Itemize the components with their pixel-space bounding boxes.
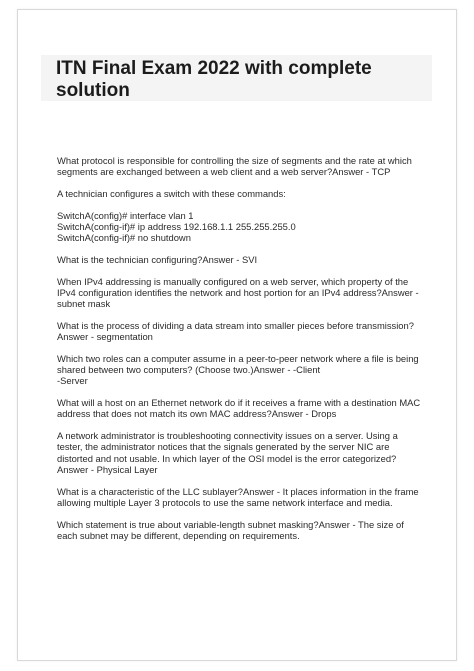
paragraph-line: subnet mask [57, 298, 111, 310]
paragraph-line: What protocol is responsible for controlling the size of segments and the rate at which [57, 155, 412, 166]
qa-paragraph [57, 320, 432, 342]
document-title-line-1: ITN Final Exam 2022 with complete [56, 58, 372, 79]
paragraph-line: When IPv4 addressing is manually configured on a web server, which property of the [57, 275, 409, 287]
paragraph-line: A network administrator is troubleshooting connectivity issues on a server. Using a [57, 430, 398, 442]
paragraph-line: Which statement is true about variable-length subnet masking?Answer - The size of [57, 518, 404, 530]
paragraph-line: tester, the administrator notices that the signals generated by the server NIC are [57, 441, 390, 453]
qa-paragraph [57, 210, 432, 244]
paragraph-line: SwitchA(config-if)# ip address 192.168.1.1 255.255.255.0 [57, 221, 296, 232]
qa-paragraph [57, 486, 432, 508]
paragraph-line: IPv4 configuration identifies the network and host portion for an IPv4 address?Answer - [57, 287, 419, 298]
paragraph-line: segments are exchanged between a web client and a web server?Answer - TCP [57, 166, 391, 178]
paragraph-line: Answer - Physical Layer [57, 463, 158, 475]
paragraph-line: What is the process of dividing a data stream into smaller pieces before transmission? [57, 320, 414, 331]
document-body [57, 155, 432, 552]
paragraph-line: address that does not match its own MAC address?Answer - Drops [57, 408, 337, 420]
paragraph-line: What will a host on an Ethernet network do if it receives a frame with a destination MAC [57, 397, 421, 409]
qa-paragraph [57, 155, 432, 177]
qa-paragraph [57, 430, 432, 475]
paragraph-line: -Server [57, 375, 88, 387]
paragraph-line: SwitchA(config)# interface vlan 1 [57, 209, 194, 221]
paragraph-line: SwitchA(config-if)# no shutdown [57, 232, 191, 244]
paragraph-line: What is the technician configuring?Answer - SVI [57, 254, 258, 265]
paragraph-line: allowing multiple Layer 3 protocols to use the same network interface and media. [57, 496, 393, 508]
qa-paragraph [57, 188, 432, 199]
qa-paragraph [57, 276, 432, 310]
paragraph-line: each subnet may be different, depending on requirements. [57, 529, 300, 541]
qa-paragraph [57, 353, 432, 387]
paragraph-line: What is a characteristic of the LLC sublayer?Answer - It places information in the frame [57, 485, 419, 497]
document-title-line-2: solution [56, 80, 130, 101]
document-title [56, 58, 426, 102]
paragraph-line: distorted and not usable. In which layer of the OSI model is the error categorized? [57, 452, 397, 464]
paragraph-line: shared between two computers? (Choose two.)Answer - -Client [57, 364, 321, 376]
paragraph-line: Answer - segmentation [57, 331, 153, 343]
qa-paragraph [57, 397, 432, 419]
paragraph-line: A technician configures a switch with these commands: [57, 188, 286, 199]
qa-paragraph [57, 254, 432, 265]
paragraph-line: Which two roles can a computer assume in a peer-to-peer network where a file is being [57, 353, 419, 364]
qa-paragraph [57, 519, 432, 541]
